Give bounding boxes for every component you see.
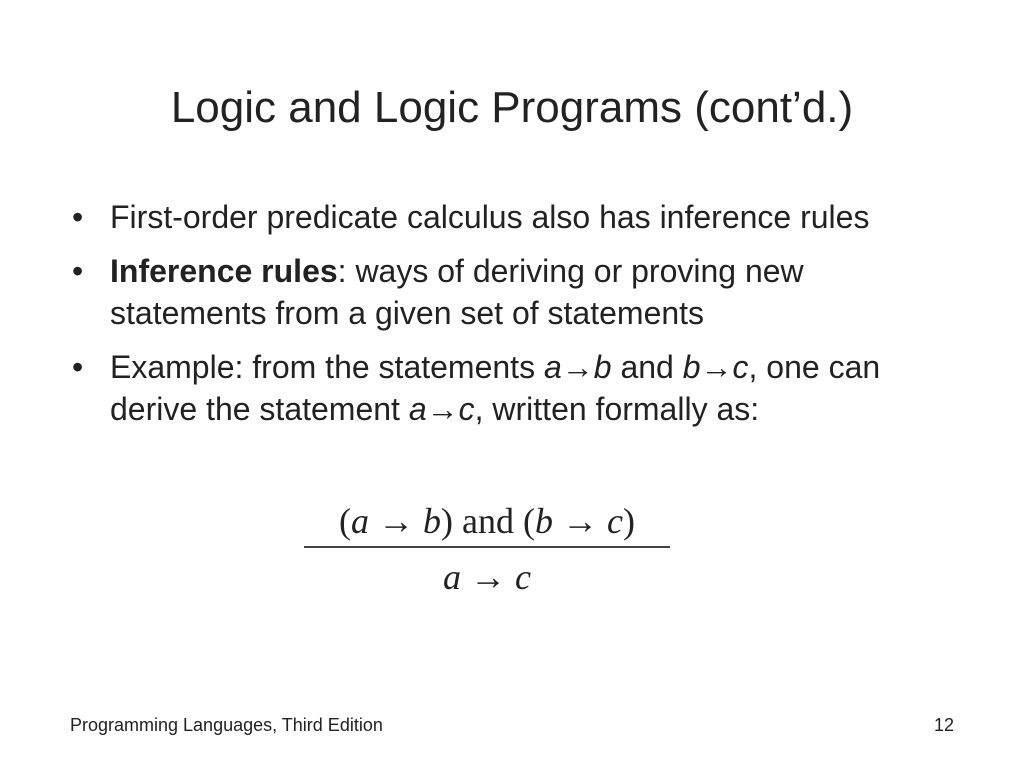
formula-text: ( (339, 501, 352, 541)
arrow-symbol: → (700, 349, 733, 385)
var-b: b (593, 349, 612, 385)
bullet-text: Example: from the statements (110, 349, 544, 385)
arrow-symbol: → (552, 501, 607, 541)
bullet-text: First-order predicate calculus also has inference rules (110, 199, 870, 235)
var-c: c (458, 391, 475, 427)
slide-number: 12 (933, 715, 954, 735)
var-b: b (423, 501, 442, 541)
formula-text: ) (622, 501, 635, 541)
arrow-symbol: → (461, 557, 515, 597)
bullet-text: : ways of deriving or proving new statements from a given set of statements (110, 253, 804, 331)
var-a: a (408, 391, 427, 427)
bullet-item-3 (70, 346, 950, 430)
arrow-symbol: → (561, 349, 594, 385)
var-a: a (443, 557, 461, 597)
var-c: c (606, 501, 623, 541)
footer-book-title: Programming Languages, Third Edition (70, 715, 383, 735)
var-a: a (351, 501, 370, 541)
var-b: b (682, 349, 701, 385)
formula-text: ) and ( (441, 501, 535, 541)
bullet-item-1 (70, 196, 950, 238)
bullet-list (70, 196, 950, 442)
var-b: b (534, 501, 553, 541)
bullet-text: , written formally as: (474, 391, 760, 427)
slide-title: Logic and Logic Programs (cont’d.) (170, 83, 854, 132)
formula-premise (304, 498, 670, 544)
formula-conclusion (304, 554, 670, 600)
bullet-glyph: • (72, 253, 84, 289)
var-a: a (543, 349, 562, 385)
bullet-glyph: • (72, 349, 84, 385)
inference-rule-formula (304, 498, 670, 600)
arrow-symbol: → (369, 501, 424, 541)
bullet-text: , one can derive the statement (110, 349, 881, 427)
var-c: c (515, 557, 531, 597)
bullet-text: and (611, 349, 683, 385)
bullet-item-2 (70, 250, 950, 334)
var-c: c (732, 349, 749, 385)
arrow-symbol: → (426, 391, 459, 427)
bullet-glyph: • (72, 199, 84, 235)
bullet-bold-term: Inference rules (110, 253, 338, 289)
fraction-bar (304, 546, 670, 548)
